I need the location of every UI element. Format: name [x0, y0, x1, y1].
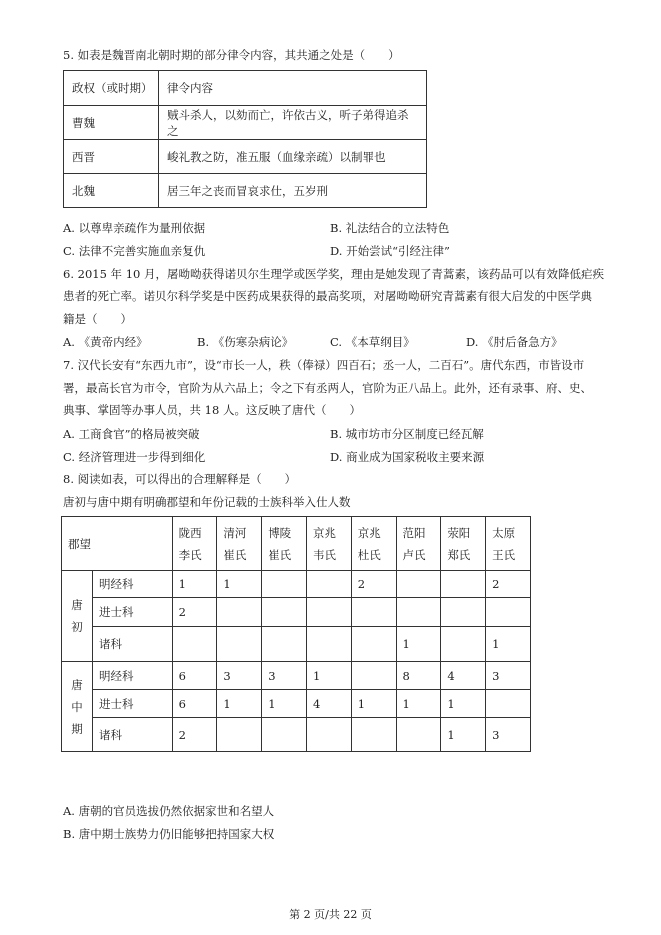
q8-header-clan [172, 517, 217, 571]
q8-subject: 明经科 [93, 571, 173, 598]
q5-cell-period: 北魏 [64, 174, 159, 208]
clan-place: 荥阳 [447, 525, 471, 540]
q7-line-3: 典事、掌固等办事人员，共 18 人。这反映了唐代（ ） [63, 403, 361, 417]
table-row [62, 718, 531, 752]
clan-name: 崔氏 [268, 547, 292, 562]
q7-line-2: 署，最高长官为市令，官阶为从六品上；令之下有丞两人，官阶为正八品上。此外，还有录事、府、史、 [63, 381, 592, 395]
q8-header-corner: 郡望 [62, 517, 173, 571]
q8-cell [306, 571, 351, 598]
period-char: 期 [71, 721, 83, 736]
q8-cell: 1 [396, 690, 441, 718]
clan-place: 太原 [492, 525, 516, 540]
table-row [62, 627, 531, 662]
q8-cell [262, 571, 307, 598]
q8-subject: 诸科 [93, 718, 173, 752]
q8-subject: 诸科 [93, 627, 173, 662]
q8-cell [351, 598, 396, 627]
q8-cell: 1 [217, 690, 262, 718]
q8-cell [396, 571, 441, 598]
table-row [62, 690, 531, 718]
q8-cell: 3 [486, 662, 531, 690]
q6-line-2: 患者的死亡率。诺贝尔科学奖是中医药成果获得的最高奖项，对屠呦呦研究青蒿素有很大启发的中医学典 [63, 289, 592, 303]
q8-option-a: A. 唐朝的官员选拔仍然依据家世和名望人 [63, 804, 275, 818]
q7-option-a: A. 工商食官”的格局被突破 [63, 427, 200, 441]
clan-name: 李氏 [178, 547, 202, 562]
period-char: 中 [71, 699, 83, 714]
q5-table-header [64, 71, 427, 106]
q8-cell [262, 718, 307, 752]
q8-cell: 4 [441, 662, 486, 690]
q8-cell [262, 627, 307, 662]
q8-cell [486, 690, 531, 718]
q8-header-clan [441, 517, 486, 571]
table-row [62, 571, 531, 598]
q6-line-1: 6. 2015 年 10 月，屠呦呦获得诺贝尔生理学或医学奖，理由是她发现了青蒿素，该药品可以有效降低疟疾 [63, 267, 604, 281]
q8-cell: 1 [441, 690, 486, 718]
q5-option-a: A. 以尊卑亲疏作为量刑依据 [63, 221, 206, 235]
q8-cell [217, 718, 262, 752]
q8-cell: 1 [351, 690, 396, 718]
q8-header-clan [486, 517, 531, 571]
clan-name: 王氏 [492, 547, 516, 562]
q5-cell-content: 贼斗杀人，以劾而亡，许依古义，听子弟得追杀之 [159, 106, 427, 140]
clan-name: 崔氏 [223, 547, 247, 562]
q5-option-d: D. 开始尝试“引经注律” [330, 244, 450, 258]
table-row [64, 174, 427, 208]
q5-option-c: C. 法律不完善实施血亲复仇 [63, 244, 206, 258]
q7-option-d: D. 商业成为国家税收主要来源 [330, 450, 485, 464]
q7-option-c: C. 经济管理进一步得到细化 [63, 450, 206, 464]
q8-cell [396, 718, 441, 752]
q6-option-b: B. 《伤寒杂病论》 [197, 335, 294, 349]
q8-cell: 3 [217, 662, 262, 690]
q5-cell-content: 峻礼教之防，准五服（血缘亲疏）以制罪也 [159, 140, 427, 174]
q8-cell: 1 [172, 571, 217, 598]
q5-header-period: 政权（或时期） [64, 71, 159, 106]
q7-line-1: 7. 汉代长安有“东西九市”，设“市长一人，秩（俸禄）四百石；丞一人，二百石”。唐代东西，市皆设市 [63, 358, 585, 372]
q8-cell [486, 598, 531, 627]
q8-cell [217, 627, 262, 662]
q8-cell: 4 [306, 690, 351, 718]
q8-table-header [62, 517, 531, 571]
q8-cell: 8 [396, 662, 441, 690]
period-char: 唐 [71, 598, 83, 612]
q8-cell [262, 598, 307, 627]
period-char: 初 [71, 620, 83, 634]
clan-place: 京兆 [357, 525, 381, 540]
q8-subject: 明经科 [93, 662, 173, 690]
q8-header-clan [217, 517, 262, 571]
q8-cell: 1 [396, 627, 441, 662]
q6-option-c: C. 《本草纲目》 [330, 335, 415, 349]
q8-cell [306, 598, 351, 627]
q8-cell: 2 [351, 571, 396, 598]
q8-cell: 6 [172, 662, 217, 690]
clan-place: 范阳 [402, 525, 426, 540]
q8-cell [351, 718, 396, 752]
q8-subject: 进士科 [93, 598, 173, 627]
page-footer: 第 2 页/共 22 页 [289, 908, 372, 921]
q8-cell [217, 598, 262, 627]
q5-stem: 5. 如表是魏晋南北朝时期的部分律令内容，其共通之处是（ ） [63, 48, 400, 62]
q8-cell [351, 662, 396, 690]
clan-place: 博陵 [268, 525, 292, 540]
q5-option-b: B. 礼法结合的立法特色 [330, 221, 450, 235]
q8-cell [441, 571, 486, 598]
q8-cell [396, 598, 441, 627]
q8-subject: 进士科 [93, 690, 173, 718]
table-row [64, 140, 427, 174]
q8-cell: 2 [172, 598, 217, 627]
q8-table [61, 516, 531, 752]
table-row [62, 662, 531, 690]
q8-cell: 2 [486, 571, 531, 598]
q8-cell: 1 [217, 571, 262, 598]
q5-cell-content: 居三年之丧而冒哀求仕，五岁刑 [159, 174, 427, 208]
q5-table [63, 70, 427, 208]
q8-cell [351, 627, 396, 662]
clan-place: 京兆 [312, 525, 336, 540]
q5-cell-period: 曹魏 [64, 106, 159, 140]
clan-name: 郑氏 [447, 547, 471, 562]
period-char: 唐 [71, 677, 83, 692]
q8-option-b: B. 唐中期士族势力仍旧能够把持国家大权 [63, 827, 275, 841]
q8-cell: 3 [486, 718, 531, 752]
q6-option-d: D. 《肘后备急方》 [466, 335, 563, 349]
q8-header-clan [396, 517, 441, 571]
table-row [64, 106, 427, 140]
q8-period-mid [62, 662, 93, 752]
q7-option-b: B. 城市坊市分区制度已经瓦解 [330, 427, 484, 441]
q8-header-clan [306, 517, 351, 571]
q8-cell [172, 627, 217, 662]
q8-header-clan [351, 517, 396, 571]
q5-cell-period: 西晋 [64, 140, 159, 174]
q8-cell [441, 627, 486, 662]
q8-table-title: 唐初与唐中期有明确郡望和年份记载的士族科举入仕人数 [63, 495, 351, 509]
q8-header-clan [262, 517, 307, 571]
clan-name: 杜氏 [357, 547, 381, 562]
clan-name: 韦氏 [312, 547, 336, 562]
q8-cell: 1 [441, 718, 486, 752]
q8-cell [306, 627, 351, 662]
q8-cell: 2 [172, 718, 217, 752]
q8-cell: 3 [262, 662, 307, 690]
q8-cell [441, 598, 486, 627]
table-row [62, 598, 531, 627]
clan-place: 清河 [223, 525, 247, 540]
q8-period-early [62, 571, 93, 662]
q6-line-3: 籍是（ ） [63, 312, 132, 326]
clan-name: 卢氏 [402, 547, 426, 562]
q8-cell: 1 [262, 690, 307, 718]
q8-cell [306, 718, 351, 752]
q8-stem: 8. 阅读如表，可以得出的合理解释是（ ） [63, 472, 297, 486]
q8-cell: 1 [486, 627, 531, 662]
q5-header-content: 律令内容 [159, 71, 427, 106]
q6-option-a: A. 《黄帝内经》 [63, 335, 148, 349]
q8-cell: 6 [172, 690, 217, 718]
clan-place: 陇西 [178, 525, 202, 540]
q8-cell: 1 [306, 662, 351, 690]
